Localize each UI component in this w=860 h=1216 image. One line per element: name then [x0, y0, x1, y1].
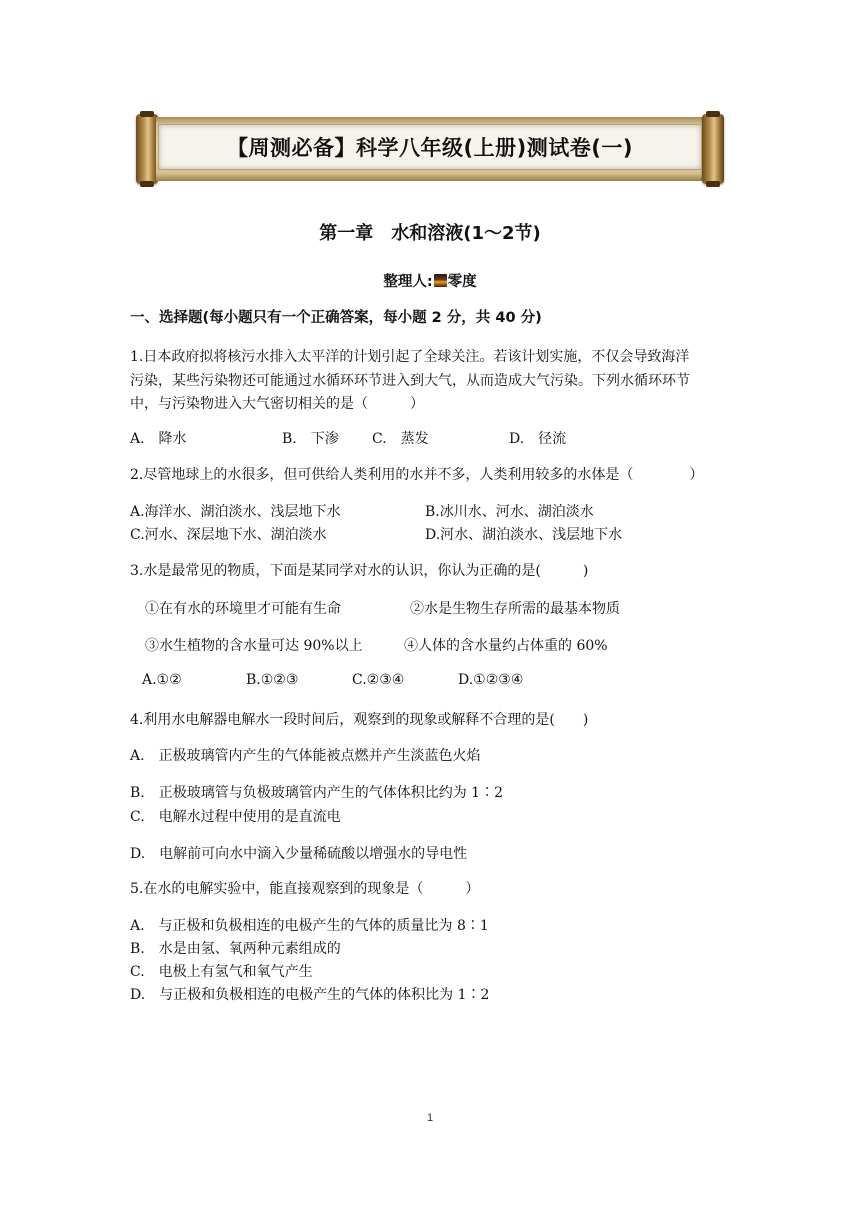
chapter-title: 第一章 水和溶液(1～2节): [319, 223, 541, 244]
q3-option-d: D.①②③④: [458, 672, 524, 688]
q1-option-c: C. 蒸发: [372, 431, 429, 447]
scroll-rod-left: [136, 114, 158, 184]
sunset-icon: [434, 274, 447, 287]
q1-option-b: B. 下渗: [282, 431, 339, 447]
q5-option-d: D. 与正极和负极相连的电极产生的气体的体积比为 1∶2: [130, 987, 490, 1003]
banner-title: 【周测必备】科学八年级(上册)测试卷(一): [227, 136, 633, 160]
q2-option-b: B.冰川水、河水、湖泊淡水: [425, 504, 594, 520]
q4-option-a: A. 正极玻璃管内产生的气体能被点燃并产生淡蓝色火焰: [130, 748, 481, 764]
q3-option-a: A.①②: [142, 672, 182, 688]
q4-option-c: C. 电解水过程中使用的是直流电: [130, 809, 341, 825]
section-title: 一、选择题(每小题只有一个正确答案，每小题 2 分，共 40 分): [130, 310, 542, 326]
q5-option-b: B. 水是由氢、氧两种元素组成的: [130, 941, 341, 957]
q1-option-d: D. 径流: [509, 431, 567, 447]
q3-option-c: C.②③④: [352, 672, 405, 688]
q4-option-d: D. 电解前可向水中滴入少量稀硫酸以增强水的导电性: [130, 846, 468, 862]
organizer-label: 整理人:: [383, 274, 433, 290]
scroll-rod-right: [702, 114, 724, 184]
q4-option-b: B. 正极玻璃管与负极玻璃管内产生的气体体积比约为 1∶2: [130, 785, 504, 801]
q5-stem: 5.在水的电解实验中，能直接观察到的现象是（ ）: [130, 881, 480, 897]
banner-inner: [158, 124, 702, 170]
q2-stem: 2.尽管地球上的水很多，但可供给人类利用的水并不多，人类利用较多的水体是（ ）: [130, 467, 704, 483]
q1-line-3: 中，与污染物进入大气密切相关的是（ ）: [130, 396, 424, 412]
q3-stem: 3.水是最常见的物质，下面是某同学对水的认识，你认为正确的是( ): [130, 563, 589, 579]
q3-item-2: ②水是生物生存所需的最基本物质: [410, 601, 620, 617]
q3-item-3: ③水生植物的含水量可达 90%以上: [145, 638, 363, 654]
title-banner: [136, 114, 724, 184]
q5-option-c: C. 电极上有氢气和氧气产生: [130, 964, 313, 980]
q5-option-a: A. 与正极和负极相连的电极产生的气体的质量比为 8∶1: [130, 918, 489, 934]
q2-option-a: A.海洋水、湖泊淡水、浅层地下水: [130, 504, 341, 520]
q3-item-1: ①在有水的环境里才可能有生命: [145, 601, 341, 617]
organizer-name: 零度: [447, 274, 477, 290]
q2-option-d: D.河水、湖泊淡水、浅层地下水: [425, 527, 623, 543]
q4-stem: 4.利用水电解器电解水一段时间后，观察到的现象或解释不合理的是( ): [130, 712, 589, 728]
page-number: 1: [426, 1112, 434, 1124]
q3-item-4: ④人体的含水量约占体重的 60%: [404, 638, 608, 654]
q1-option-a: A. 降水: [130, 431, 187, 447]
q1-line-1: 1.日本政府拟将核污水排入太平洋的计划引起了全球关注。若该计划实施，不仅会导致海洋: [130, 349, 690, 365]
q3-option-b: B.①②③: [246, 672, 299, 688]
q2-option-c: C.河水、深层地下水、湖泊淡水: [130, 527, 327, 543]
organizer-line: [0, 270, 860, 291]
q1-line-2: 污染，某些污染物还可能通过水循环环节进入到大气，从而造成大气污染。下列水循环环节: [130, 373, 690, 389]
